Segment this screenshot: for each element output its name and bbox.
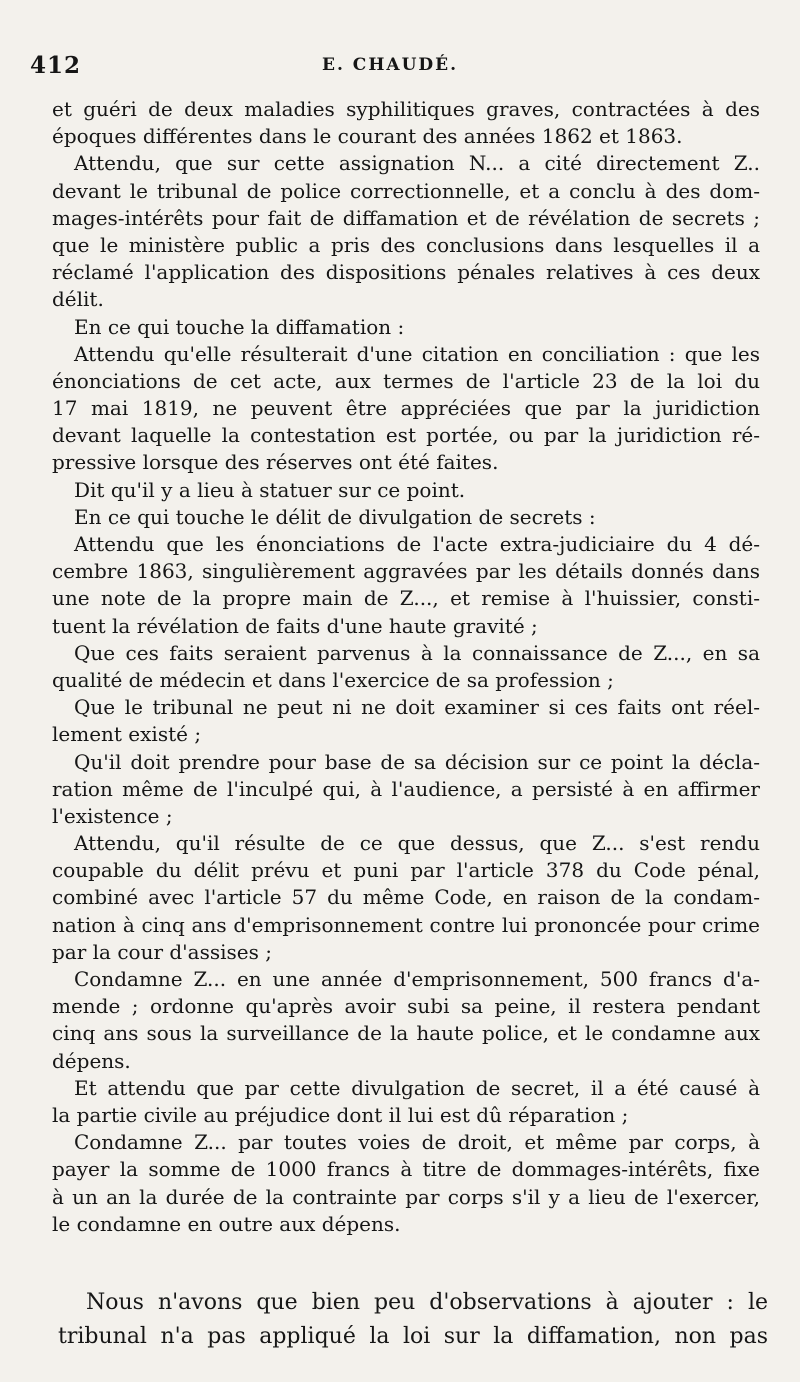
text-line: Condamne Z... par toutes voies de droit, et même par corps, à — [74, 1130, 760, 1155]
text-line: époques différentes dans le courant des années 1862 et 1863. — [52, 124, 683, 149]
text-line: réclamé l'application des dispositions pénales relatives à ces deux — [52, 260, 760, 285]
text-line: pressive lorsque des réserves ont été faites. — [52, 450, 499, 475]
page-number: 412 — [30, 52, 82, 79]
text-line: Attendu que les énonciations de l'acte extra-judiciaire du 4 dé- — [74, 532, 760, 556]
text-line: Attendu qu'elle résulterait d'une citation en conciliation : que les — [74, 341, 760, 366]
text-line: payer la somme de 1000 francs à titre de dommages-intérêts, fixe — [52, 1157, 760, 1182]
text-line: que le ministère public a pris des conclusions dans lesquelles il a — [52, 232, 760, 257]
text-line: mende ; ordonne qu'après avoir subi sa peine, il restera pendant — [52, 994, 760, 1019]
text-line: devant laquelle la contestation est portée, ou par la juridiction ré- — [52, 423, 760, 448]
text-line: nation à cinq ans d'emprisonnement contre lui prononcée pour crime — [52, 912, 760, 937]
page-header — [30, 52, 770, 86]
running-head: E. CHAUDÉ. — [322, 55, 459, 75]
text-line: la partie civile au préjudice dont il lui est dû réparation ; — [52, 1102, 629, 1127]
judgment-text — [52, 96, 760, 1238]
text-line: Attendu, qu'il résulte de ce que dessus, que Z... s'est rendu — [74, 831, 760, 856]
text-line: délit. — [52, 287, 104, 312]
text-line: une note de la propre main de Z..., et remise à l'huissier, consti- — [52, 586, 760, 611]
text-line: cinq ans sous la surveillance de la haute police, et le condamne aux — [52, 1021, 760, 1046]
text-line: le condamne en outre aux dépens. — [52, 1211, 401, 1236]
text-line: Condamne Z... en une année d'emprisonnement, 500 francs d'a- — [74, 967, 760, 991]
commentary-line: Nous n'avons que bien peu d'observations à ajouter : le — [86, 1290, 768, 1315]
text-line: combiné avec l'article 57 du même Code, en raison de la condam- — [52, 885, 760, 910]
text-line: Attendu, que sur cette assignation N... a cité directement Z.. — [74, 151, 760, 176]
text-line: En ce qui touche le délit de divulgation de secrets : — [74, 504, 596, 529]
text-line: par la cour d'assises ; — [52, 939, 272, 964]
text-line: devant le tribunal de police correctionnelle, et a conclu à des dom- — [52, 178, 760, 203]
text-line: à un an la durée de la contrainte par corps s'il y a lieu de l'exercer, — [52, 1184, 760, 1209]
text-line: En ce qui touche la diffamation : — [74, 314, 405, 339]
commentary-text — [58, 1286, 768, 1354]
text-line: et guéri de deux maladies syphilitiques graves, contractées à des — [52, 97, 760, 121]
text-line: cembre 1863, singulièrement aggravées par les détails donnés dans — [52, 559, 760, 584]
text-line: coupable du délit prévu et puni par l'article 378 du Code pénal, — [52, 858, 760, 883]
text-line: Que le tribunal ne peut ni ne doit examiner si ces faits ont réel- — [74, 695, 760, 720]
text-line: mages-intérêts pour fait de diffamation et de révélation de secrets ; — [52, 205, 760, 230]
text-line: tuent la révélation de faits d'une haute gravité ; — [52, 613, 538, 638]
text-line: 17 mai 1819, ne peuvent être appréciées que par la juridiction — [52, 396, 760, 421]
text-line: ration même de l'inculpé qui, à l'audience, a persisté à en affirmer — [52, 776, 760, 801]
text-line: lement existé ; — [52, 722, 202, 747]
text-line: dépens. — [52, 1048, 131, 1073]
text-line: Et attendu que par cette divulgation de secret, il a été causé à — [74, 1075, 760, 1100]
text-line: l'existence ; — [52, 803, 173, 828]
text-line: énonciations de cet acte, aux termes de l'article 23 de la loi du — [52, 368, 760, 393]
text-line: Qu'il doit prendre pour base de sa décision sur ce point la décla- — [74, 749, 760, 774]
text-line: qualité de médecin et dans l'exercice de sa profession ; — [52, 667, 614, 692]
commentary-line: tribunal n'a pas appliqué la loi sur la diffamation, non pas — [58, 1324, 768, 1349]
text-line: Que ces faits seraient parvenus à la connaissance de Z..., en sa — [74, 640, 760, 665]
text-line: Dit qu'il y a lieu à statuer sur ce point. — [74, 477, 466, 502]
